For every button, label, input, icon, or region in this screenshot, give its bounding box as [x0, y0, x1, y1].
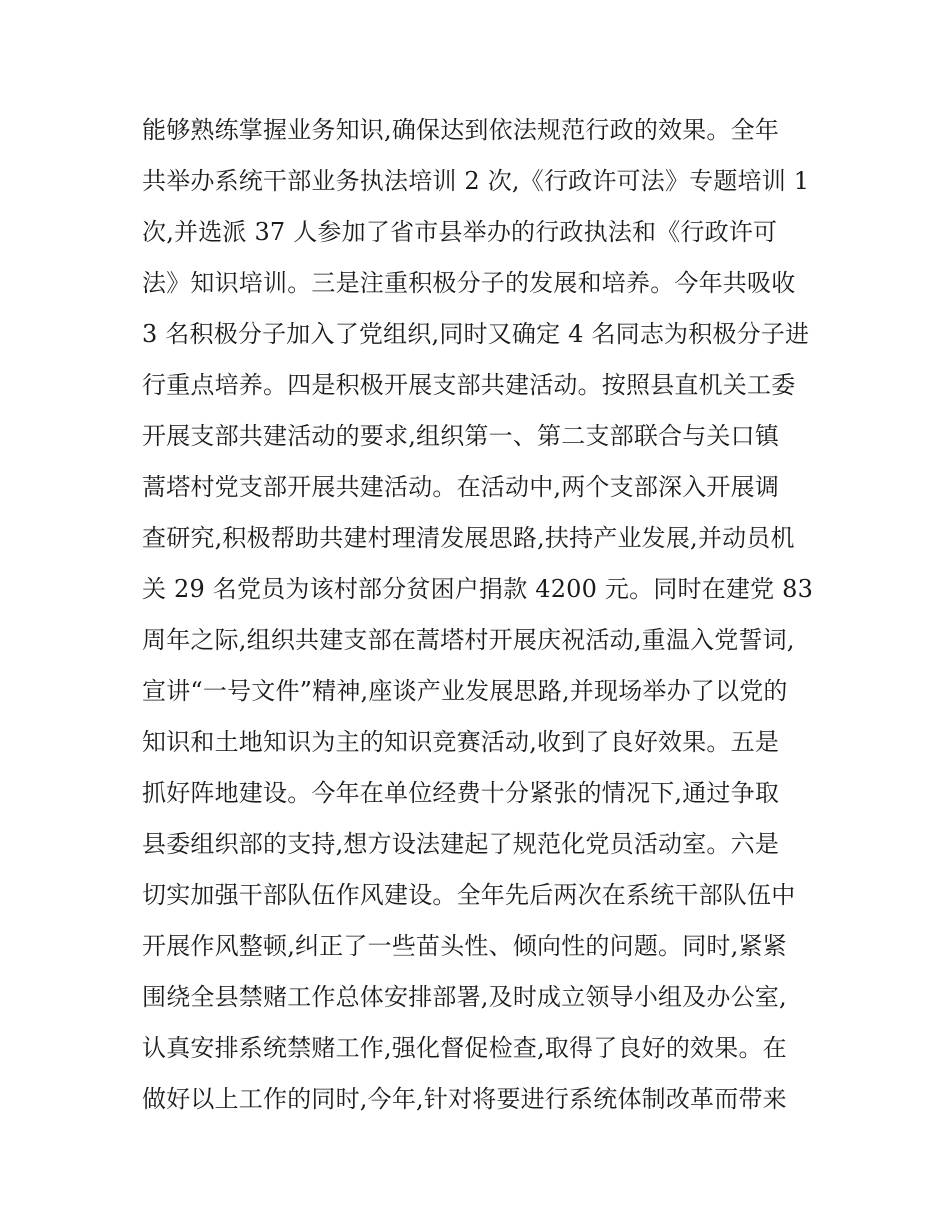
text-line: 3 名积极分子加入了党组织,同时又确定 4 名同志为积极分子进 [142, 320, 810, 348]
text-line: 抓好阵地建设。今年在单位经费十分紧张的情况下,通过争取 [142, 779, 780, 807]
text-line: 蒿塔村党支部开展共建活动。在活动中,两个支部深入开展调 [142, 473, 780, 501]
text-line: 能够熟练掌握业务知识,确保达到依法规范行政的效果。全年 [142, 116, 780, 144]
text-line: 围绕全县禁赌工作总体安排部署,及时成立领导小组及办公室, [142, 983, 787, 1011]
text-line: 做好以上工作的同时,今年,针对将要进行系统体制改革而带来 [142, 1085, 787, 1113]
text-line: 行重点培养。四是积极开展支部共建活动。按照县直机关工委 [142, 371, 796, 399]
body-paragraph [142, 105, 832, 1125]
text-line: 知识和土地知识为主的知识竞赛活动,收到了良好效果。五是 [142, 728, 780, 756]
text-line: 法》知识培训。三是注重积极分子的发展和培养。今年共吸收 [142, 269, 796, 297]
text-line: 县委组织部的支持,想方设法建起了规范化党员活动室。六是 [142, 830, 780, 858]
text-line: 切实加强干部队伍作风建设。全年先后两次在系统干部队伍中 [142, 881, 796, 909]
text-line: 认真安排系统禁赌工作,强化督促检查,取得了良好的效果。在 [142, 1034, 787, 1062]
text-line: 周年之际,组织共建支部在蒿塔村开展庆祝活动,重温入党誓词, [142, 626, 795, 654]
text-line: 查研究,积极帮助共建村理清发展思路,扶持产业发展,并动员机 [142, 524, 795, 552]
text-line: 次,并选派 37 人参加了省市县举办的行政执法和《行政许可 [142, 218, 778, 246]
text-line: 共举办系统干部业务执法培训 2 次,《行政许可法》专题培训 1 [142, 167, 810, 195]
text-line: 宣讲“一号文件”精神,座谈产业发展思路,并现场举办了以党的 [142, 677, 788, 705]
text-line: 开展支部共建活动的要求,组织第一、第二支部联合与关口镇 [142, 422, 780, 450]
text-line: 关 29 名党员为该村部分贫困户捐款 4200 元。同时在建党 83 [142, 575, 814, 603]
text-line: 开展作风整顿,纠正了一些苗头性、倾向性的问题。同时,紧紧 [142, 932, 787, 960]
